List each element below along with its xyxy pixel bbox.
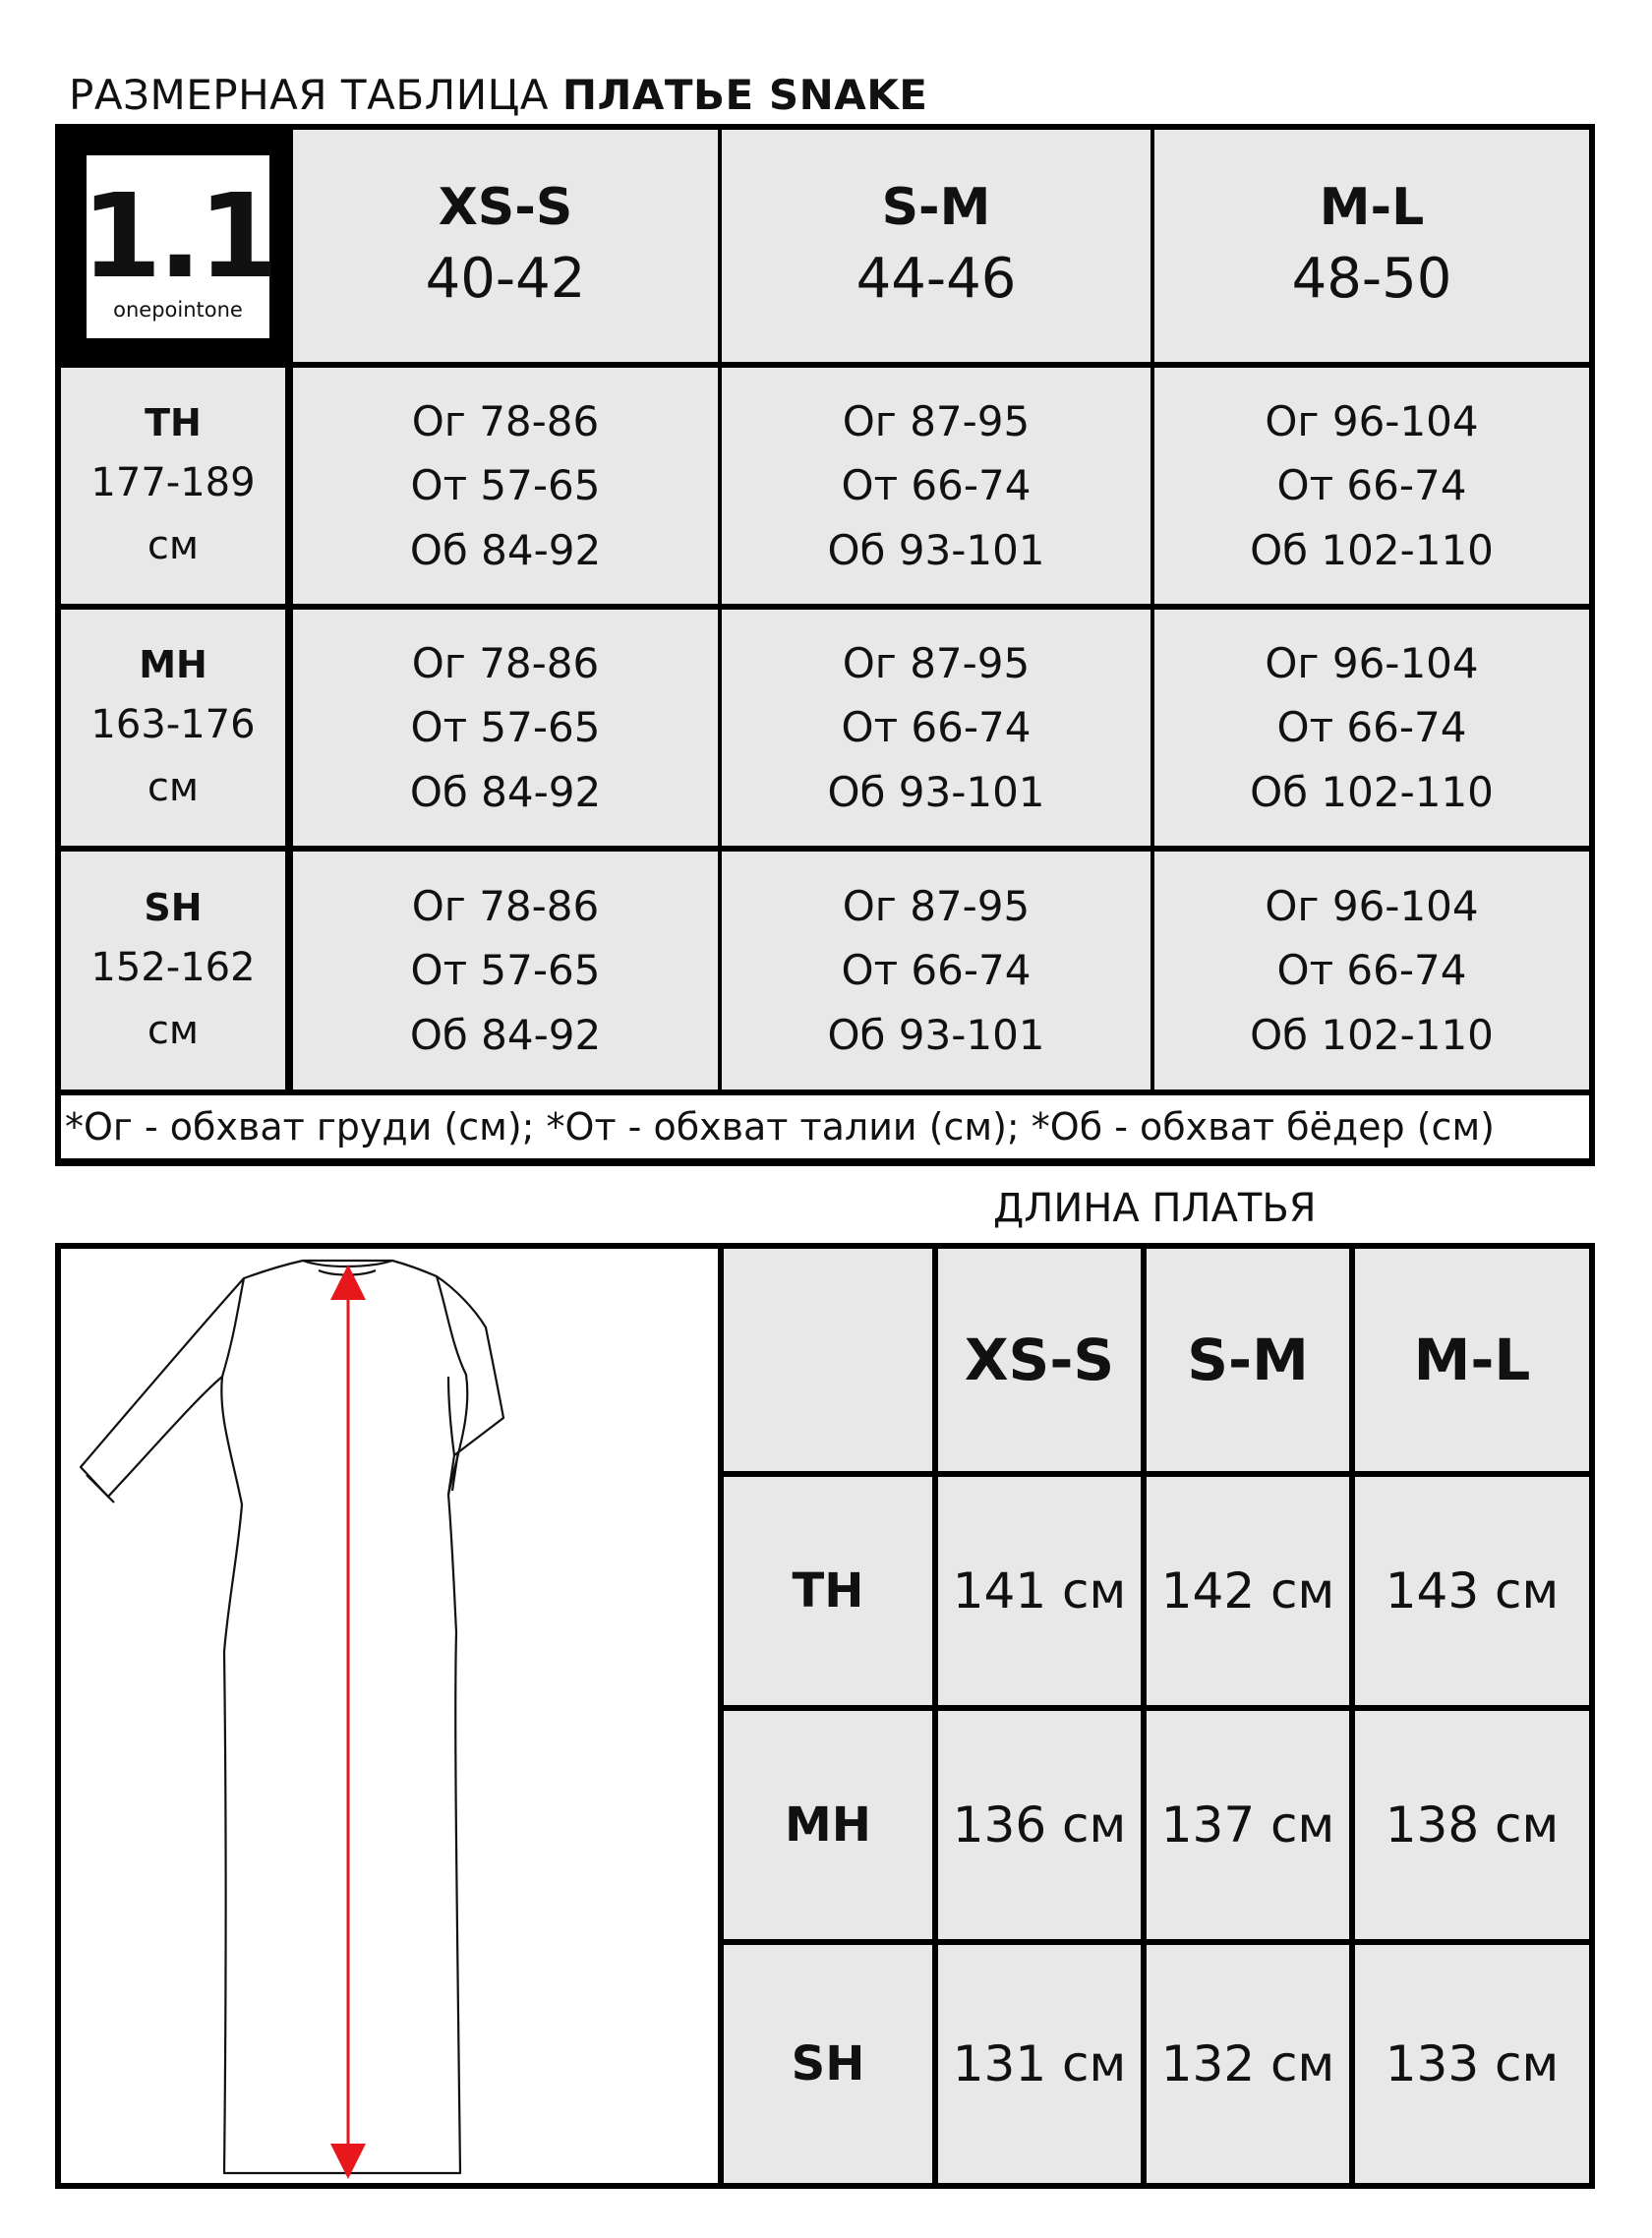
waist-value: От 66-74 — [841, 703, 1032, 752]
height-range: 177-189 — [90, 459, 256, 505]
length-value: 132 см — [1160, 2035, 1335, 2092]
waist-value: От 66-74 — [1276, 703, 1467, 752]
length-value: 141 см — [952, 1562, 1127, 1620]
title-product: ПЛАТЬЕ SNAKE — [561, 71, 928, 119]
hips-value: Об 93-101 — [827, 767, 1045, 816]
measurement-cell — [722, 368, 1150, 604]
length-cell — [938, 1477, 1141, 1705]
bust-value: Ог 87-95 — [842, 397, 1031, 446]
height-code: TH — [792, 1563, 864, 1619]
waist-value: От 57-65 — [410, 703, 601, 752]
hips-value: Об 84-92 — [409, 1010, 602, 1059]
size-code: XS-S — [438, 178, 573, 238]
logo-cell — [61, 130, 289, 362]
size-code: M-L — [1413, 1326, 1531, 1393]
hips-value: Об 84-92 — [409, 767, 602, 816]
bust-value: Ог 96-104 — [1265, 397, 1479, 446]
bust-value: Ог 87-95 — [842, 639, 1031, 688]
length-row-header — [724, 1711, 932, 1939]
logo-number: 1.1 — [81, 168, 275, 304]
size-column-header — [1154, 130, 1589, 362]
waist-value: От 66-74 — [1276, 461, 1467, 510]
length-cell — [1355, 1711, 1589, 1939]
length-value: 142 см — [1160, 1562, 1335, 1620]
hips-value: Об 84-92 — [409, 525, 602, 574]
length-value: 138 см — [1385, 1796, 1560, 1854]
measurement-cell — [1154, 852, 1589, 1090]
size-code: M-L — [1319, 178, 1425, 238]
length-row-header — [724, 1945, 932, 2183]
dress-sketch-icon — [61, 1249, 718, 2183]
hips-value: Об 102-110 — [1250, 525, 1494, 574]
length-cell — [1147, 1945, 1349, 2183]
length-cell — [1147, 1477, 1349, 1705]
hips-value: Об 93-101 — [827, 1010, 1045, 1059]
length-block — [55, 1243, 1595, 2189]
bust-value: Ог 78-86 — [411, 639, 600, 688]
logo-wordmark: onepointone — [113, 298, 243, 322]
length-cell — [938, 1711, 1141, 1939]
size-code: XS-S — [964, 1326, 1115, 1393]
height-unit: см — [147, 764, 200, 810]
bust-value: Ог 78-86 — [411, 882, 600, 931]
length-value: 136 см — [952, 1796, 1127, 1854]
bust-value: Ог 96-104 — [1265, 882, 1479, 931]
measurement-cell — [293, 852, 718, 1090]
length-value: 143 см — [1385, 1562, 1560, 1620]
hips-value: Об 102-110 — [1250, 1010, 1494, 1059]
height-code: SH — [144, 885, 203, 929]
title-prefix: РАЗМЕРНАЯ ТАБЛИЦА — [69, 71, 549, 119]
length-row-header — [724, 1477, 932, 1705]
waist-value: От 66-74 — [1276, 946, 1467, 995]
length-table-title: ДЛИНА ПЛАТЬЯ — [993, 1186, 1317, 1231]
size-range: 48-50 — [1291, 247, 1452, 311]
height-unit: см — [147, 522, 200, 568]
height-code: SH — [791, 2036, 865, 2091]
size-range: 40-42 — [425, 247, 586, 311]
size-range: 44-46 — [856, 247, 1017, 311]
measurement-legend: *Ог - обхват груди (см); *От - обхват талии (см); *Об - обхват бёдер (см) — [61, 1095, 1589, 1158]
length-column-header — [1147, 1249, 1349, 1471]
measurement-cell — [722, 852, 1150, 1090]
length-value: 137 см — [1160, 1796, 1335, 1854]
height-code: TH — [145, 400, 202, 444]
bust-value: Ог 96-104 — [1265, 639, 1479, 688]
waist-value: От 66-74 — [841, 461, 1032, 510]
height-row-header — [61, 368, 285, 604]
size-column-header — [722, 130, 1150, 362]
height-range: 163-176 — [90, 701, 256, 747]
length-column-header — [938, 1249, 1141, 1471]
measurement-cell — [1154, 610, 1589, 846]
height-code: MH — [139, 642, 207, 686]
waist-value: От 57-65 — [410, 461, 601, 510]
size-code: S-M — [1187, 1326, 1309, 1393]
length-column-header — [1355, 1249, 1589, 1471]
brand-logo — [81, 155, 275, 338]
length-cell — [938, 1945, 1141, 2183]
size-table — [55, 124, 1595, 1166]
waist-value: От 57-65 — [410, 946, 601, 995]
waist-value: От 66-74 — [841, 946, 1032, 995]
bust-value: Ог 78-86 — [411, 397, 600, 446]
length-cell — [1355, 1477, 1589, 1705]
hips-value: Об 102-110 — [1250, 767, 1494, 816]
length-cell — [1147, 1711, 1349, 1939]
length-value: 133 см — [1385, 2035, 1560, 2092]
size-column-header — [293, 130, 718, 362]
height-unit: см — [147, 1007, 200, 1053]
height-row-header — [61, 852, 285, 1090]
length-cell — [1355, 1945, 1589, 2183]
length-corner-cell — [724, 1249, 932, 1471]
dress-sketch-cell — [61, 1249, 718, 2183]
measurement-cell — [1154, 368, 1589, 604]
bust-value: Ог 87-95 — [842, 882, 1031, 931]
measurement-cell — [293, 368, 718, 604]
height-code: MH — [785, 1797, 871, 1853]
length-value: 131 см — [952, 2035, 1127, 2092]
height-row-header — [61, 610, 285, 846]
height-range: 152-162 — [90, 944, 256, 990]
page-title — [69, 71, 928, 119]
hips-value: Об 93-101 — [827, 525, 1045, 574]
measurement-cell — [293, 610, 718, 846]
size-code: S-M — [881, 178, 991, 238]
measurement-cell — [722, 610, 1150, 846]
